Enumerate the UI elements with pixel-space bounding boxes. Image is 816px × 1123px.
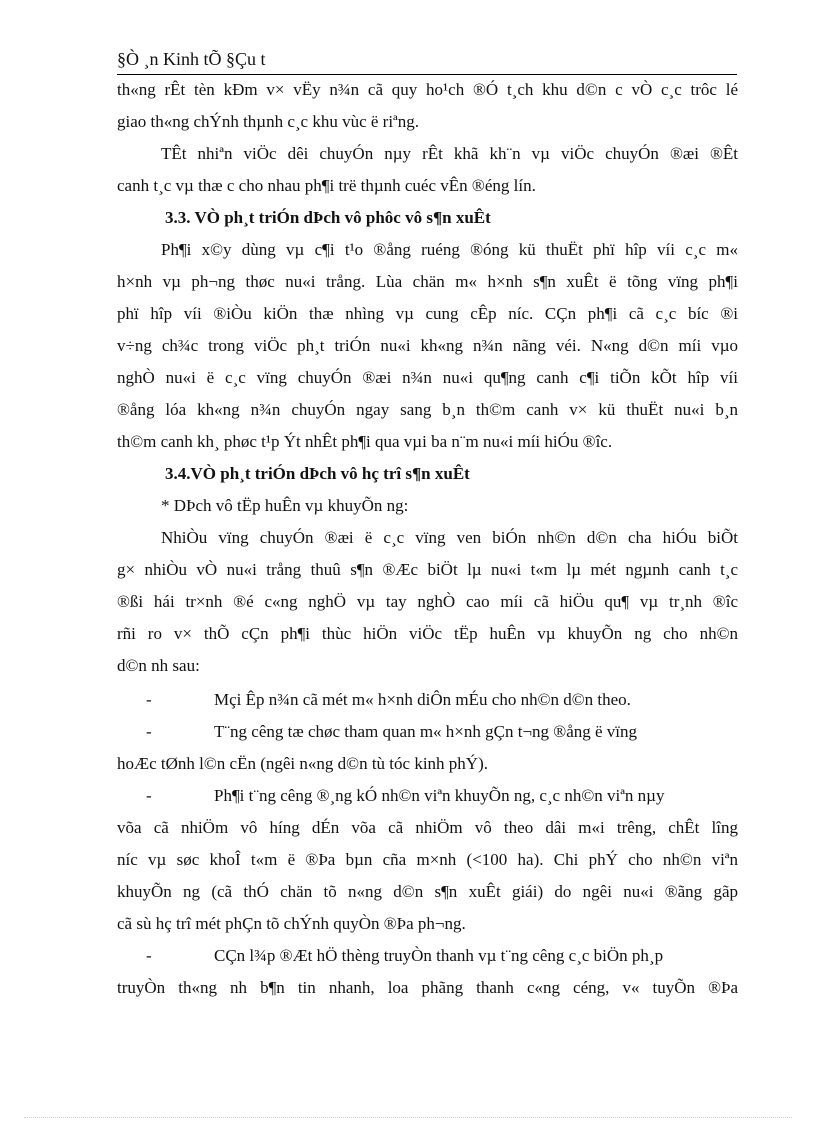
header-title: §Ò ¸n Kinh tÕ §Çu t	[117, 49, 266, 69]
text-line: nghÒ nu«i ë c¸c vïng chuyÓn ®æi n¾n nu«i qu¶ng canh c¶i tiÕn kÕt hîp víi	[117, 368, 738, 387]
bullet-text: Ph¶i t¨ng cêng ®¸ng kÓ nh©n viªn khuyÕn ng, c¸c nh©n viªn nµy	[214, 786, 665, 805]
text-line: h×nh vµ ph¬ng thøc nu«i trång. Lùa chän m« h×nh s¶n xuÊt ë tõng vïng ph¶i	[117, 272, 738, 291]
running-header	[117, 44, 737, 75]
section-heading: 3.3. VÒ ph¸t triÓn dÞch vô phôc vô s¶n xuÊt	[165, 208, 491, 227]
text-line: v÷ng ch¾c trong viÖc ph¸t triÓn nu«i kh«ng n¾n nãng véi. N«ng d©n míi vµo	[117, 336, 738, 355]
section-heading: 3.4.VÒ ph¸t triÓn dÞch vô hç trî s¶n xuÊt	[165, 464, 470, 483]
text-line: th«ng rÊt tèn kÐm v× vËy n¾n cã quy ho¹ch ®Ó t¸ch khu d©n c vÒ c¸c trôc lé	[117, 80, 738, 99]
bullet-dash: -	[146, 946, 152, 965]
text-line: cã sù hç trî mét phÇn tõ chÝnh quyÒn ®Þa ph¬ng.	[117, 914, 466, 933]
bullet-item	[117, 940, 738, 972]
bullet-text: CÇn l¾p ®Æt hÖ thèng truyÒn thanh vµ t¨ng cêng c¸c biÖn ph¸p	[214, 946, 664, 965]
page-bottom-divider	[24, 1117, 792, 1118]
text-line: truyÒn th«ng nh b¶n tin nhanh, loa phãng thanh c«ng céng, v« tuyÕn ®Þa	[117, 978, 738, 997]
text-line: ®ång lóa kh«ng n¾n chuyÓn ngay sang b¸n th©m canh v× kü thuËt nu«i b¸n	[117, 400, 738, 419]
text-line: NhiÒu vïng chuyÓn ®æi ë c¸c vïng ven biÓn nh©n d©n cha hiÓu biÕt	[161, 528, 738, 547]
bullet-item	[117, 684, 738, 716]
bullet-text: T¨ng cêng tæ chøc tham quan m« h×nh gÇn t¬ng ®ång ë vïng	[214, 722, 638, 741]
text-line: Ph¶i x©y dùng vµ c¶i t¹o ®ång ruéng ®óng kü thuËt phï hîp víi c¸c m«	[161, 240, 738, 259]
text-line: TÊt nhiªn viÖc dêi chuyÓn nµy rÊt khã kh¨n vµ viÖc chuyÓn ®æi ®Êt	[161, 144, 738, 163]
bullet-text: Mçi Êp n¾n cã mét m« h×nh diÔn mÉu cho nh©n d©n theo.	[214, 690, 631, 709]
text-line: ®ßi hái tr×nh ®é c«ng nghÖ vµ tay nghÒ cao míi cã hiÖu qu¶ vµ tr¸nh ®îc	[117, 592, 738, 611]
bullet-item	[117, 780, 738, 812]
text-line: phï hîp víi ®iÒu kiÖn thæ nhìng vµ cung cÊp níc. CÇn ph¶i cã c¸c bíc ®i	[117, 304, 738, 323]
bullet-dash: -	[146, 722, 152, 741]
bullet-dash: -	[146, 690, 152, 709]
text-line: hoÆc tØnh l©n cËn (ngêi n«ng d©n tù tóc kinh phÝ).	[117, 754, 488, 773]
bullet-item	[117, 716, 738, 748]
text-line: canh t¸c vµ thæ c cho nhau ph¶i trë thµnh cuéc vÊn ®éng lín.	[117, 176, 536, 195]
text-line: rñi ro v× thÕ cÇn ph¶i thùc hiÖn viÖc tËp huÊn vµ khuyÕn ng cho nh©n	[117, 624, 738, 643]
text-line: võa cã nhiÖm vô híng dÉn võa cã nhiÖm vô theo dâi m«i trêng, chÊt lîng	[117, 818, 738, 837]
text-line: g× nhiÒu vÒ nu«i trång thuû s¶n ®Æc biÖt lµ nu«i t«m lµ mét ngµnh canh t¸c	[117, 560, 738, 579]
text-line: níc vµ søc khoÎ t«m ë ®Þa bµn cña m×nh (<100 ha). Chi phÝ cho nh©n viªn	[117, 850, 738, 869]
bullet-dash: -	[146, 786, 152, 805]
text-line: d©n nh sau:	[117, 656, 200, 675]
text-line: th©m canh kh¸ phøc t¹p Ýt nhÊt ph¶i qua vµi ba n¨m nu«i míi hiÓu ®îc.	[117, 432, 613, 451]
subheading: * DÞch vô tËp huÊn vµ khuyÕn ng:	[161, 496, 409, 515]
text-line: khuyÕn ng (cã thÓ chän tõ n«ng d©n s¶n xuÊt giái) do ngêi nu«i ®ãng gãp	[117, 882, 738, 901]
text-line: giao th«ng chÝnh thµnh c¸c khu vùc ë riªng.	[117, 112, 419, 131]
